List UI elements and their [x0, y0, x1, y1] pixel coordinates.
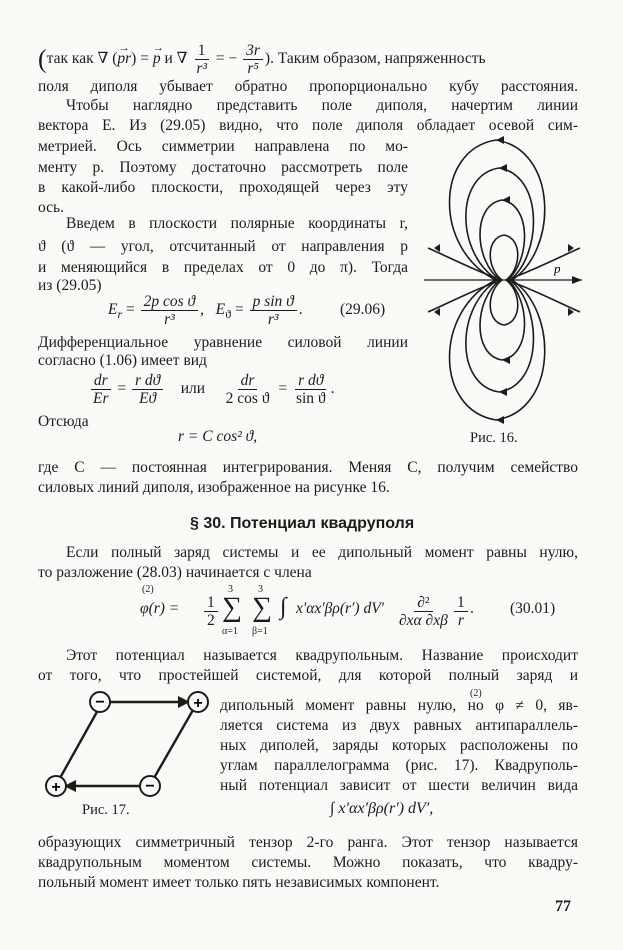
- para3-line1: Введем в плоскости полярные координаты r,: [66, 215, 408, 232]
- equation-integral: ∫ x′αx′βρ(r′) dV′,: [330, 800, 434, 817]
- equation-29-06-label: (29.06): [340, 301, 386, 318]
- para2-line3: метрией. Ось симметрии направлена по мо-: [38, 138, 408, 155]
- section-title: § 30. Потенциал квадруполя: [190, 515, 415, 532]
- para5-line2: силовых линий диполя, изображенное на рисунке 16.: [38, 479, 390, 496]
- charge-plus-bottom: +: [51, 779, 61, 796]
- para1-line1: (так как ∇ (→ pr) = → p и ∇ $\frac{1}{\text{r³}}$ = − $\frac{3r}{\text{r⁵}}$ ). Таким образом, напряженность: [38, 42, 578, 77]
- equation-differential: $\frac{dr}{Er}$ = $\frac{\text{r dϑ}}{Eϑ}$ или $\frac{dr}{\text{2 cos ϑ}}$ = $\frac{\text{r dϑ}}{\text{sin ϑ}}$ .: [88, 372, 334, 407]
- para8-line2: квадрупольным моментом системы. Можно показать, что квадру-: [38, 854, 578, 871]
- page-number: 77: [555, 898, 571, 915]
- charge-plus-top: +: [193, 695, 203, 712]
- para4-line1: Дифференциальное уравнение силовой линии: [38, 334, 408, 351]
- para5-line1: где C — постоянная интегрирования. Меняя C, получим семейство: [38, 459, 578, 476]
- figure-16-dipole-field: [424, 130, 584, 430]
- frac-1-r3: $\frac{1}{\text{r³}}$: [196, 42, 208, 77]
- equation-30-01-label: (30.01): [510, 600, 556, 617]
- para7-line6: углам параллелограмма (рис. 17). Квадруполь-: [220, 757, 578, 774]
- para7-line3-sup: (2): [470, 688, 482, 699]
- para2-line6: ось.: [38, 199, 64, 216]
- equation-r-cos: r = C cos² ϑ,: [178, 428, 258, 445]
- figure-16-caption: Рис. 16.: [470, 430, 518, 446]
- charge-minus-top: −: [95, 694, 105, 711]
- figure-17-caption: Рис. 17.: [82, 802, 130, 818]
- para7-line2: от того, что простейшей системой, для которой полный заряд и: [38, 667, 578, 684]
- para7-line5: ных диполей, заряды которых расположены по: [220, 737, 578, 754]
- para7-line7: ный потенциал зависит от шести величин вида: [220, 777, 578, 794]
- equation-29-06: $E_r$ = $\frac{\text{2p cos ϑ}}{\text{r³}}$ , $E_ϑ$ = $\frac{\text{p sin ϑ}}{\text{r³}}$ .: [108, 293, 303, 328]
- para2-line1: Чтобы наглядно представить поле диполя, начертим линии: [66, 97, 578, 114]
- para2-line2: вектора E. Из (29.05) видно, что поле диполя обладает осевой сим-: [38, 117, 578, 134]
- otsyuda: Отсюда: [38, 413, 89, 430]
- para8-line3: польный момент имеет только пять независимых компонент.: [38, 874, 440, 891]
- para2-line4: менту p. Поэтому достаточно рассмотреть поле: [38, 159, 408, 176]
- para3-line4: из (29.05): [38, 277, 102, 294]
- para4-line2: согласно (1.06) имеет вид: [38, 352, 207, 369]
- figure-16-p-label: p: [554, 261, 561, 276]
- para7-line3: дипольный момент равны нулю, но φ ≠ 0, яв-: [220, 697, 578, 714]
- para7-line1: Этот потенциал называется квадрупольным. Название происходит: [66, 647, 578, 664]
- figure-17-quadrupole: [30, 686, 220, 806]
- para3-line2: ϑ (ϑ — угол, отсчитанный от направления p: [38, 238, 408, 255]
- frac-3r-r5: $\frac{3r}{\text{r⁵}}$: [243, 42, 263, 77]
- vector-pr: → pr: [117, 49, 131, 69]
- para3-line3: и меняющийся в пределах от 0 до π). Тогда: [38, 259, 408, 276]
- para6-line2: то разложение (28.03) начинается с члена: [38, 564, 312, 581]
- para1-line2: поля диполя убывает обратно пропорционально кубу расстояния.: [38, 78, 578, 95]
- para2-line5: в какой-либо плоскости, проходящей через эту: [38, 179, 408, 196]
- charge-minus-bottom: −: [145, 778, 155, 795]
- para8-line1: образующих симметричный тензор 2-го ранга. Этот тензор называется: [38, 834, 578, 851]
- para7-line4: ляется система из двух равных антипараллель-: [220, 717, 578, 734]
- vector-p: → p: [153, 49, 161, 69]
- para6-line1: Если полный заряд системы и ее дипольный момент равны нулю,: [66, 544, 578, 561]
